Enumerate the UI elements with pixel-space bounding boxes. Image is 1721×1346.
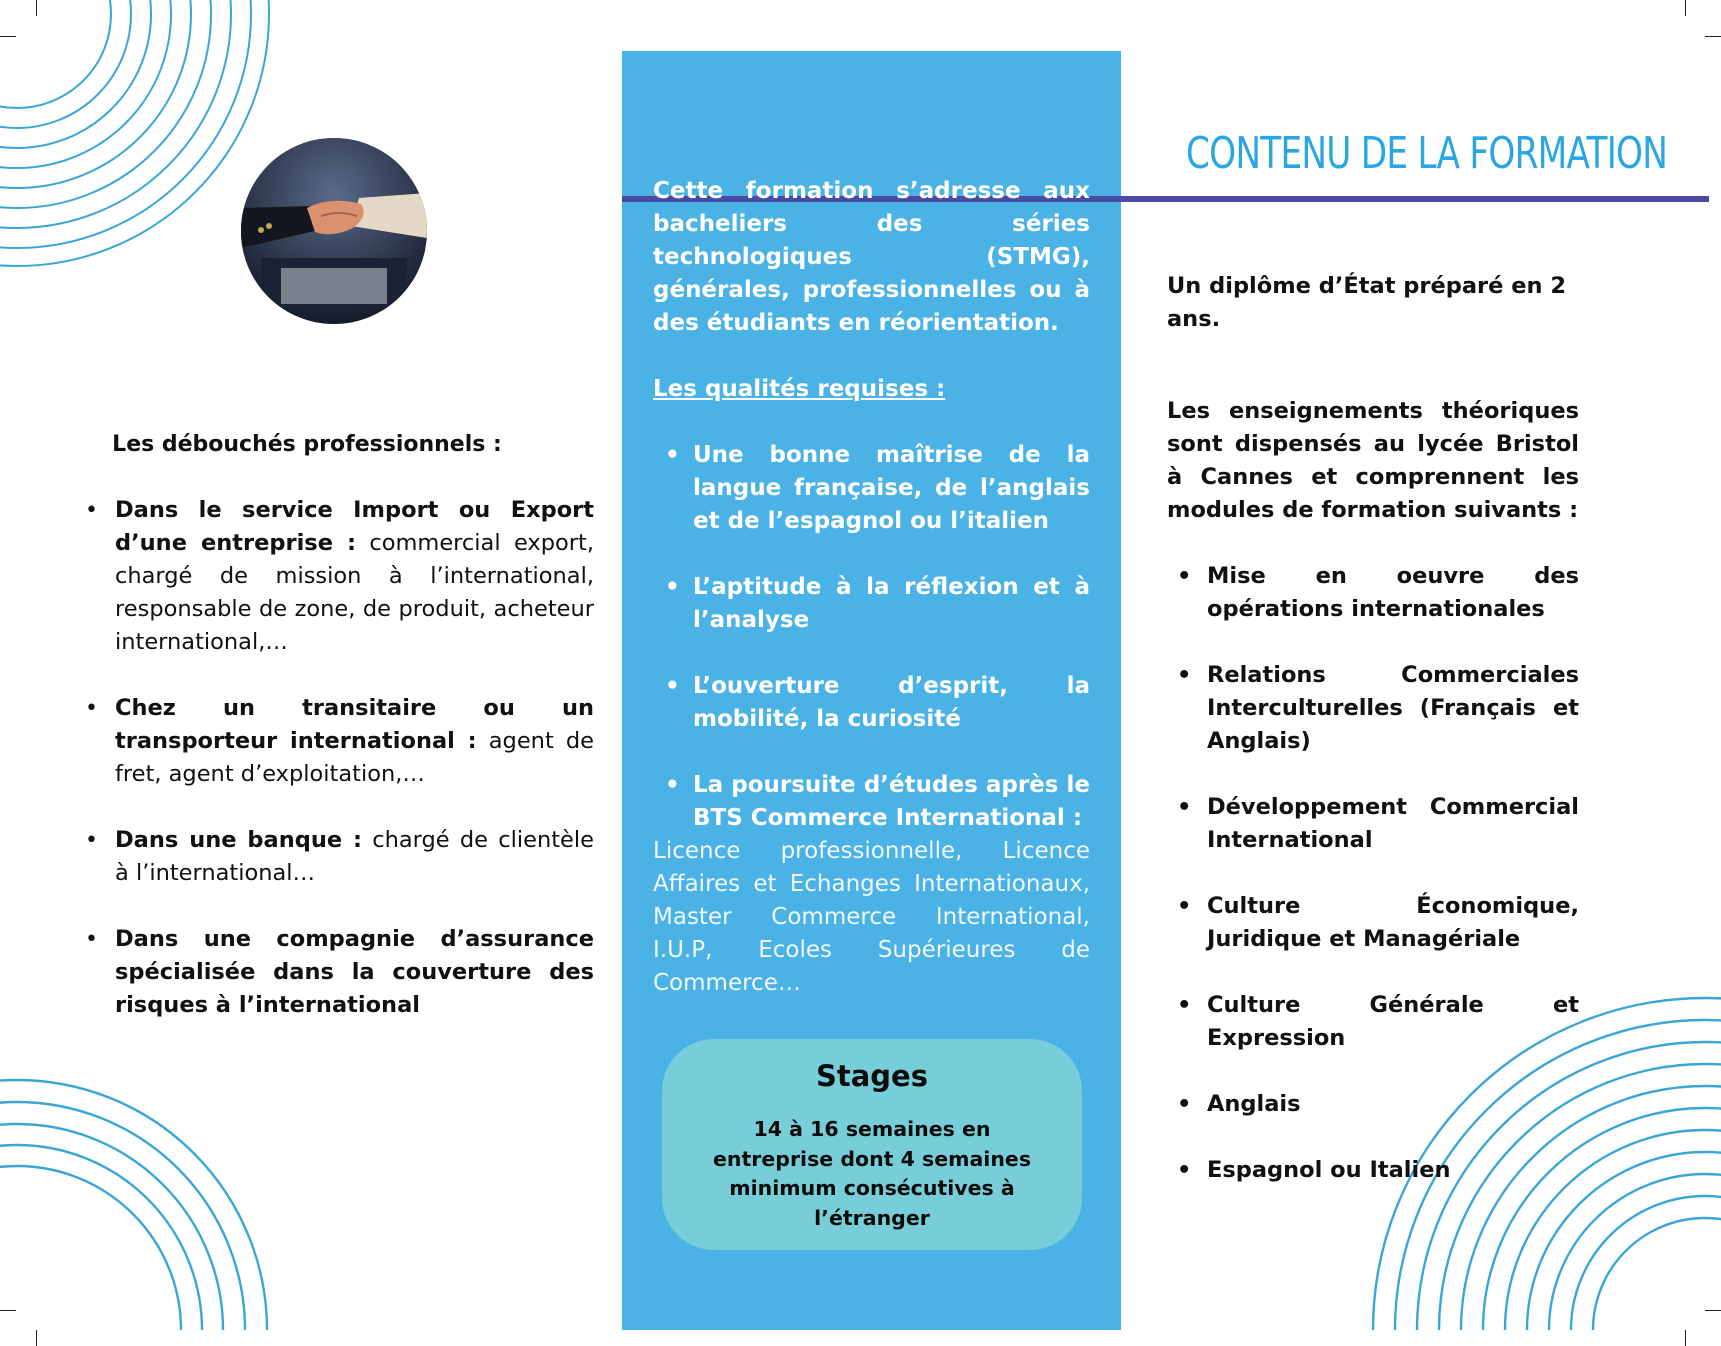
- teaching-text: Les enseignements théoriques sont dispensés au lycée Bristol à Cannes et comprennent les modules de formation suivants :: [1167, 398, 1579, 523]
- page-title: CONTENU DE LA FORMATION: [1186, 128, 1668, 179]
- crop-mark: [0, 1310, 16, 1311]
- stages-text: 14 à 16 semaines en entreprise dont 4 semaines minimum consécutives à l’étranger: [712, 1117, 1032, 1230]
- crop-mark: [1705, 1310, 1721, 1311]
- list-item: • Culture Économique, Juridique et Managériale: [1167, 890, 1579, 956]
- list-item: • Espagnol ou Italien: [1167, 1154, 1579, 1187]
- crop-mark: [0, 36, 16, 37]
- crop-mark: [1705, 36, 1721, 37]
- career-outlets-list: [80, 494, 594, 1022]
- handshake-photo: [241, 138, 427, 324]
- list-item: • Dans le service Import ou Export d’une entreprise : commercial export, chargé de mission à l’international, responsable de zone, de produit, acheteur international,…: [80, 494, 594, 659]
- crop-mark: [1685, 1330, 1686, 1346]
- list-item: • L’aptitude à la réflexion et à l’analyse: [653, 571, 1090, 637]
- target-audience-text: Cette formation s’adresse aux bacheliers des séries technologiques (STMG), générales, professionnelles ou à des étudiants en réorientation.: [653, 178, 1090, 336]
- middle-content: [653, 175, 1090, 1000]
- modules-list: [1167, 560, 1579, 1187]
- list-item: • Une bonne maîtrise de la langue française, de l’anglais et de l’espagnol ou l’italien: [653, 439, 1090, 538]
- career-outlets-title: Les débouchés professionnels :: [112, 432, 502, 457]
- crop-mark: [36, 1330, 37, 1346]
- qualities-title: Les qualités requises :: [653, 376, 946, 402]
- diploma-text: Un diplôme d’État préparé en 2 ans.: [1167, 273, 1567, 332]
- list-item: • Développement Commercial International: [1167, 791, 1579, 857]
- crop-mark: [36, 0, 37, 16]
- career-outlets-section: [80, 428, 594, 1055]
- stages-title: Stages: [815, 1059, 928, 1093]
- list-item: • Dans une banque : chargé de clientèle à l’international…: [80, 824, 594, 890]
- crop-mark: [1685, 0, 1686, 16]
- list-item: • Relations Commerciales Interculturelles (Français et Anglais): [1167, 659, 1579, 758]
- list-item: • Chez un transitaire ou un transporteur international : agent de fret, agent d’exploitation,…: [80, 692, 594, 791]
- list-item: • Culture Générale et Expression: [1167, 989, 1579, 1055]
- qualities-list: [653, 439, 1090, 835]
- stages-box: [662, 1039, 1082, 1250]
- training-content-section: [1167, 270, 1579, 1220]
- list-item: • Mise en oeuvre des opérations internationales: [1167, 560, 1579, 626]
- list-item: • Anglais: [1167, 1088, 1579, 1121]
- list-item: • La poursuite d’études après le BTS Commerce International :: [653, 769, 1090, 835]
- further-studies-text: Licence professionnelle, Licence Affaires et Echanges Internationaux, Master Commerce International, I.U.P, Ecoles Supérieures de Commerce…: [653, 838, 1090, 996]
- list-item: • L’ouverture d’esprit, la mobilité, la curiosité: [653, 670, 1090, 736]
- list-item: • Dans une compagnie d’assurance spécialisée dans la couverture des risques à l’international: [80, 923, 594, 1022]
